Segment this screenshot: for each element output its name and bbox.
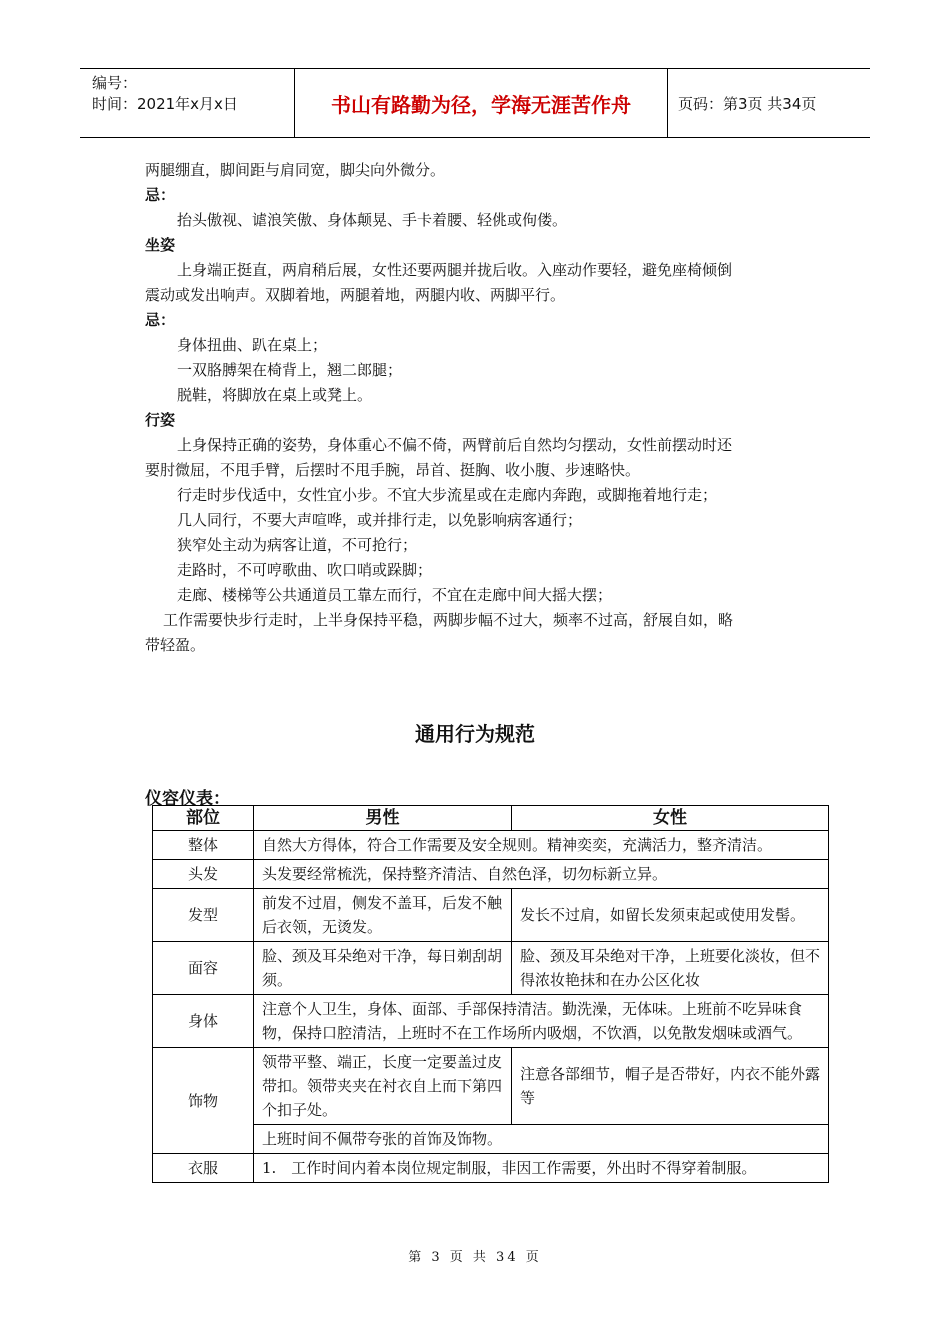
paragraph-line: 带轻盈。 <box>145 636 206 654</box>
paragraph-line: 震动或发出响声。双脚着地，两腿着地，两腿内收、两脚平行。 <box>145 286 566 304</box>
part-cell: 衣服 <box>153 1154 254 1183</box>
table-header-row <box>153 806 829 831</box>
body-text <box>145 158 815 658</box>
male-cell: 前发不过眉，侧发不盖耳，后发不触后衣领，无烫发。 <box>254 889 512 942</box>
table-row <box>153 942 829 995</box>
paragraph-line: 上身保持正确的姿势，身体重心不偏不倚，两臂前后自然均匀摆动，女性前摆动时还 <box>177 436 733 454</box>
sitting-heading: 坐姿 <box>145 236 176 254</box>
description-cell: 头发要经常梳洗，保持整齐清洁、自然色泽，切勿标新立异。 <box>254 860 829 889</box>
paragraph-line: 行走时步伐适中，女性宜小步。不宜大步流星或在走廊内奔跑，或脚拖着地行走； <box>177 486 718 504</box>
part-cell: 面容 <box>153 942 254 995</box>
female-cell: 注意各部细节，帽子是否带好，内衣不能外露等 <box>512 1048 829 1125</box>
paragraph-line: 工作需要快步行走时，上半身保持平稳，两脚步幅不过大，频率不过高，舒展自如，略 <box>163 611 734 629</box>
walking-heading: 行姿 <box>145 411 176 429</box>
description-cell: 注意个人卫生，身体、面部、手部保持清洁。勤洗澡，无体味。上班前不吃异味食物，保持口腔清洁，上班时不在工作场所内吸烟，不饮酒，以免散发烟味或酒气。 <box>254 995 829 1048</box>
paragraph-line: 走廊、楼梯等公共通道员工靠左而行，不宜在走廊中间大摇大摆； <box>177 586 613 604</box>
male-cell: 脸、颈及耳朵绝对干净，每日剃刮胡须。 <box>254 942 512 995</box>
page-header <box>80 68 870 138</box>
paragraph-line: 抬头傲视、谑浪笑傲、身体颠晃、手卡着腰、轻佻或佝偻。 <box>177 211 568 229</box>
number-label: 编号： <box>92 74 138 92</box>
part-cell: 整体 <box>153 831 254 860</box>
table-row <box>153 889 829 942</box>
description-cell: 上班时间不佩带夸张的首饰及饰物。 <box>254 1125 829 1154</box>
paragraph-line: 走路时，不可哼歌曲、吹口哨或跺脚； <box>177 561 433 579</box>
paragraph-line: 一双胳膊架在椅背上，翘二郎腿； <box>177 361 403 379</box>
section-title: 通用行为规范 <box>415 722 535 746</box>
male-cell: 领带平整、端正，长度一定要盖过皮带扣。领带夹夹在衬衣自上而下第四个扣子处。 <box>254 1048 512 1125</box>
taboo-heading: 忌： <box>145 186 176 204</box>
taboo-heading: 忌： <box>145 311 176 329</box>
paragraph-line: 要肘微屈，不甩手臂，后摆时不甩手腕，昂首、挺胸、收小腹、步速略快。 <box>145 461 641 479</box>
description-cell: 自然大方得体，符合工作需要及安全规则。精神奕奕，充满活力，整齐清洁。 <box>254 831 829 860</box>
time-label: 时间：2021年x月x日 <box>92 95 238 113</box>
table-row <box>153 1154 829 1183</box>
paragraph-line: 两腿绷直，脚间距与肩同宽，脚尖向外微分。 <box>145 161 446 179</box>
table-row <box>153 860 829 889</box>
table-row <box>153 995 829 1048</box>
part-cell: 发型 <box>153 889 254 942</box>
table-row <box>153 1125 829 1154</box>
part-cell: 身体 <box>153 995 254 1048</box>
female-cell: 脸、颈及耳朵绝对干净，上班要化淡妆，但不得浓妆艳抹和在办公区化妆 <box>512 942 829 995</box>
paragraph-line: 脱鞋，将脚放在桌上或凳上。 <box>177 386 373 404</box>
page-footer: 第 3 页 共 34 页 <box>408 1250 542 1265</box>
paragraph-line: 上身端正挺直，两肩稍后展，女性还要两腿并拢后收。入座动作要轻，避免座椅倾倒 <box>177 261 733 279</box>
table-row <box>153 1048 829 1125</box>
column-header: 女性 <box>512 806 829 831</box>
part-cell: 头发 <box>153 860 254 889</box>
part-cell: 饰物 <box>153 1048 254 1154</box>
header-motto: 书山有路勤为径，学海无涯苦作舟 <box>295 69 668 137</box>
header-meta <box>80 69 295 137</box>
column-header: 部位 <box>153 806 254 831</box>
table-row <box>153 831 829 860</box>
paragraph-line: 几人同行，不要大声喧哗，或并排行走，以免影响病客通行； <box>177 511 583 529</box>
paragraph-line: 身体扭曲、趴在桌上； <box>177 336 328 354</box>
column-header: 男性 <box>254 806 512 831</box>
description-cell: 1. 工作时间内着本岗位规定制服，非因工作需要，外出时不得穿着制服。 <box>254 1154 829 1183</box>
header-page-info: 页码：第3页 共34页 <box>678 94 817 113</box>
female-cell: 发长不过肩，如留长发须束起或使用发髻。 <box>512 889 829 942</box>
paragraph-line: 狭窄处主动为病客让道，不可抢行； <box>177 536 418 554</box>
table-caption: 仪容仪表： <box>145 789 230 809</box>
grooming-table <box>152 805 829 1183</box>
